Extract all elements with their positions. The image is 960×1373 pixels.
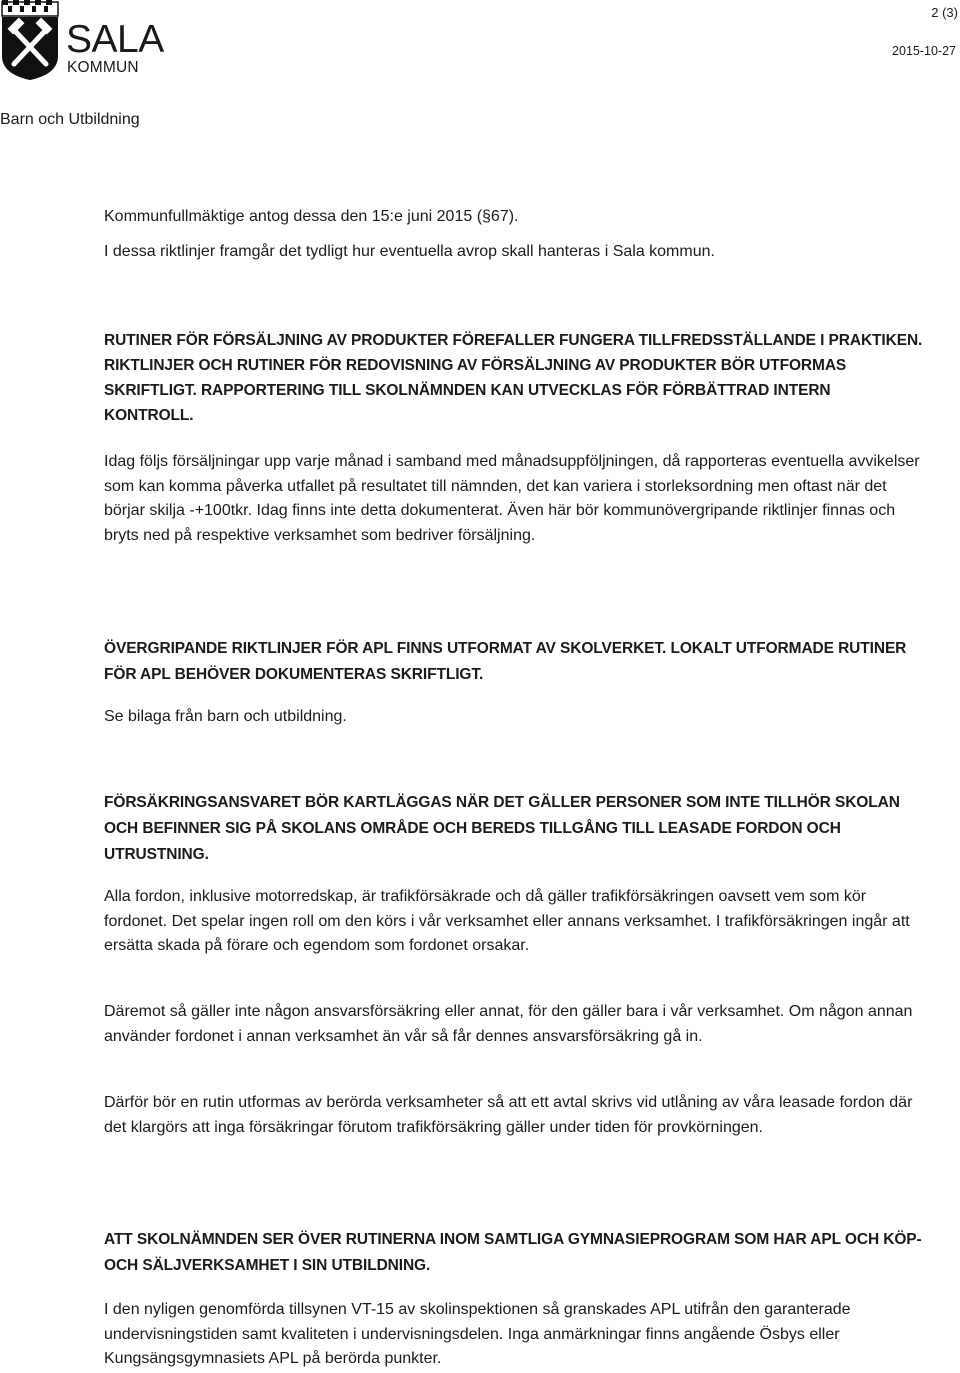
intro-paragraph-1: Kommunfullmäktige antog dessa den 15:e juni 2015 (§67). xyxy=(104,208,519,225)
section-heading-insurance: FÖRSÄKRINGSANSVARET BÖR KARTLÄGGAS NÄR DET GÄLLER PERSONER SOM INTE TILLHÖR SKOLAN OCH BEFINNER SIG PÅ SKOLANS OMRÅDE OCH BEREDS TILLGÅNG TILL LEASADE FORDON OCH UTRUSTNING. xyxy=(104,794,900,863)
section-heading-gymnasium-programs: ATT SKOLNÄMNDEN SER ÖVER RUTINERNA INOM SAMTLIGA GYMNASIEPROGRAM SOM HAR APL OCH KÖP- OCH SÄLJVERKSAMHET I SIN UTBILDNING. xyxy=(104,1231,922,1274)
crossed-hammers-icon xyxy=(0,0,64,80)
paragraph-sales-followup: Idag följs försäljningar upp varje månad i samband med månadsuppföljningen, då rapporteras eventuella avvikelser som kan komma påverka utfallet på resultatet till nämnden, det kan variera i storleksordning men oftast när det börjar skilja -+100tkr. Idag finns inte detta dokumenterat. Även här bör kommunövergripande riktlinjer finnas och bryts ned på respektive verksamhet som bedriver försäljning. xyxy=(104,453,920,544)
section-heading-sales-routines: RUTINER FÖR FÖRSÄLJNING AV PRODUKTER FÖREFALLER FUNGERA TILLFREDSSTÄLLANDE I PRAKTIKEN. RIKTLINJER OCH RUTINER FÖR REDOVISNING AV FÖRSÄLJNING AV PRODUKTER BÖR UTFORMAS SKRIFTLIGT. RAPPORTERING TILL SKOLNÄMNDEN KAN UTVECKLAS FÖR FÖRBÄTTRAD INTERN KONTROLL. xyxy=(104,332,923,424)
paragraph-vehicle-insurance: Alla fordon, inklusive motorredskap, är trafikförsäkrade och då gäller trafikförsäkringen oavsett vem som kör fordonet. Det spelar ingen roll om den körs i vår verksamhet eller annans verksamhet. I trafikförsäkringen ingår att ersätta skada på förare och egendom som fordonet orsakar. xyxy=(104,888,910,954)
paragraph-inspection: I den nyligen genomförda tillsynen VT-15 av skolinspektionen så granskades APL utifrån den garanterade undervisningstiden samt kvaliteten i undervisningsdelen. Inga anmärkningar finns angående Ösbys eller Kungsängsgymnasiets APL på berörda punkter. xyxy=(104,1301,851,1367)
paragraph-attachment-note: Se bilaga från barn och utbildning. xyxy=(104,708,347,725)
department-name: Barn och Utbildning xyxy=(0,111,140,128)
municipality-logo xyxy=(0,0,64,80)
intro-paragraph-2: I dessa riktlinjer framgår det tydligt hur eventuella avrop skall hanteras i Sala kommun. xyxy=(104,243,715,260)
paragraph-liability-insurance: Däremot så gäller inte någon ansvarsförsäkring eller annat, för den gäller bara i vår verksamhet. Om någon annan använder fordonet i annan verksamhet än vår så får dennes ansvarsförsäkring gå in. xyxy=(104,1003,913,1045)
document-date: 2015-10-27 xyxy=(892,44,956,58)
logo-subtitle: KOMMUN xyxy=(67,59,139,76)
paragraph-loan-agreement: Därför bör en rutin utformas av berörda verksamheter så att ett avtal skrivs vid utlåning av våra leasade fordon där det klargörs att inga försäkringar förutom trafikförsäkring gäller under tiden för provkörningen. xyxy=(104,1094,913,1136)
section-heading-apl-guidelines: ÖVERGRIPANDE RIKTLINJER FÖR APL FINNS UTFORMAT AV SKOLVERKET. LOKALT UTFORMADE RUTINER FÖR APL BEHÖVER DOKUMENTERAS SKRIFTLIGT. xyxy=(104,640,907,683)
logo-name: SALA xyxy=(66,18,164,61)
page-number: 2 (3) xyxy=(931,5,958,20)
